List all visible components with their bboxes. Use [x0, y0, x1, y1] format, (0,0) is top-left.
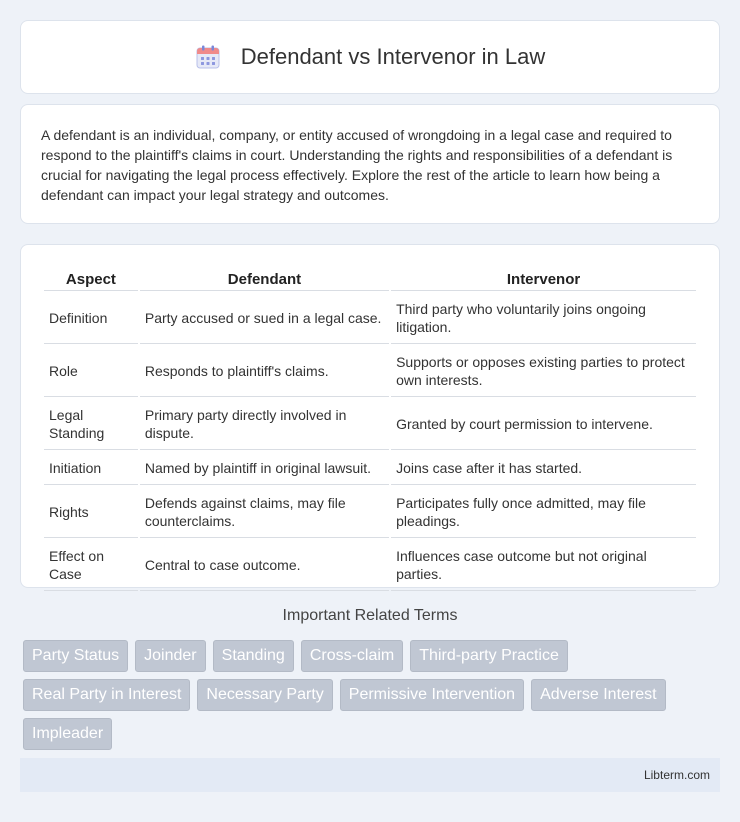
footer — [20, 758, 720, 792]
page-title: Defendant vs Intervenor in Law — [240, 44, 546, 69]
comparison-table — [42, 265, 698, 593]
table-header-row — [44, 267, 696, 291]
tag-necessary-party[interactable]: Necessary Party — [197, 679, 332, 711]
table-cell-aspect: Rights — [44, 487, 138, 538]
table-cell-aspect: Definition — [44, 293, 138, 344]
table-cell-intervenor: Third party who voluntarily joins ongoing litigation. — [391, 293, 696, 344]
table-row — [44, 452, 696, 485]
intro-text: A defendant is an individual, company, or entity accused of wrongdoing in a legal case and required to respond to the plaintiff's claims in court. Understanding the rights and responsibilities of a defendant is crucial for navigating the legal process effectively. Explore the rest of the article to learn how being a defendant can impact your legal strategy and outcomes. — [41, 127, 673, 203]
table-cell-intervenor: Participates fully once admitted, may file pleadings. — [391, 487, 696, 538]
table-row — [44, 293, 696, 344]
table-cell-defendant: Party accused or sued in a legal case. — [140, 293, 389, 344]
table-cell-intervenor: Granted by court permission to intervene. — [391, 399, 696, 450]
table-row — [44, 399, 696, 450]
table-cell-defendant: Responds to plaintiff's claims. — [140, 346, 389, 397]
table-row — [44, 487, 696, 538]
table-cell-intervenor: Joins case after it has started. — [391, 452, 696, 485]
table-cell-aspect: Legal Standing — [44, 399, 138, 450]
tag-party-status[interactable]: Party Status — [23, 640, 128, 672]
table-cell-aspect: Effect on Case — [44, 540, 138, 591]
table-cell-intervenor: Influences case outcome but not original parties. — [391, 540, 696, 591]
table-cell-defendant: Central to case outcome. — [140, 540, 389, 591]
tag-adverse-interest[interactable]: Adverse Interest — [531, 679, 666, 711]
column-header-intervenor: Intervenor — [391, 267, 696, 291]
intro-card — [20, 104, 720, 224]
tag-real-party-in-interest[interactable]: Real Party in Interest — [23, 679, 190, 711]
table-cell-defendant: Defends against claims, may file counterclaims. — [140, 487, 389, 538]
table-cell-defendant: Named by plaintiff in original lawsuit. — [140, 452, 389, 485]
column-header-aspect: Aspect — [44, 267, 138, 291]
table-row — [44, 540, 696, 591]
related-terms-tags — [23, 640, 723, 750]
calendar-icon — [195, 44, 221, 70]
table-cell-aspect: Initiation — [44, 452, 138, 485]
tag-impleader[interactable]: Impleader — [23, 718, 112, 750]
column-header-defendant: Defendant — [140, 267, 389, 291]
title-wrap — [195, 44, 546, 70]
table-row — [44, 346, 696, 397]
related-terms-title: Important Related Terms — [282, 607, 458, 624]
footer-site-link[interactable]: Libterm.com — [643, 768, 710, 782]
tag-third-party-practice[interactable]: Third-party Practice — [410, 640, 568, 672]
tag-standing[interactable]: Standing — [213, 640, 294, 672]
table-cell-intervenor: Supports or opposes existing parties to protect own interests. — [391, 346, 696, 397]
header-card — [20, 20, 720, 94]
tag-cross-claim[interactable]: Cross-claim — [301, 640, 403, 672]
tag-joinder[interactable]: Joinder — [135, 640, 205, 672]
comparison-table-card — [20, 244, 720, 588]
table-cell-aspect: Role — [44, 346, 138, 397]
table-cell-defendant: Primary party directly involved in dispute. — [140, 399, 389, 450]
tag-permissive-intervention[interactable]: Permissive Intervention — [340, 679, 524, 711]
